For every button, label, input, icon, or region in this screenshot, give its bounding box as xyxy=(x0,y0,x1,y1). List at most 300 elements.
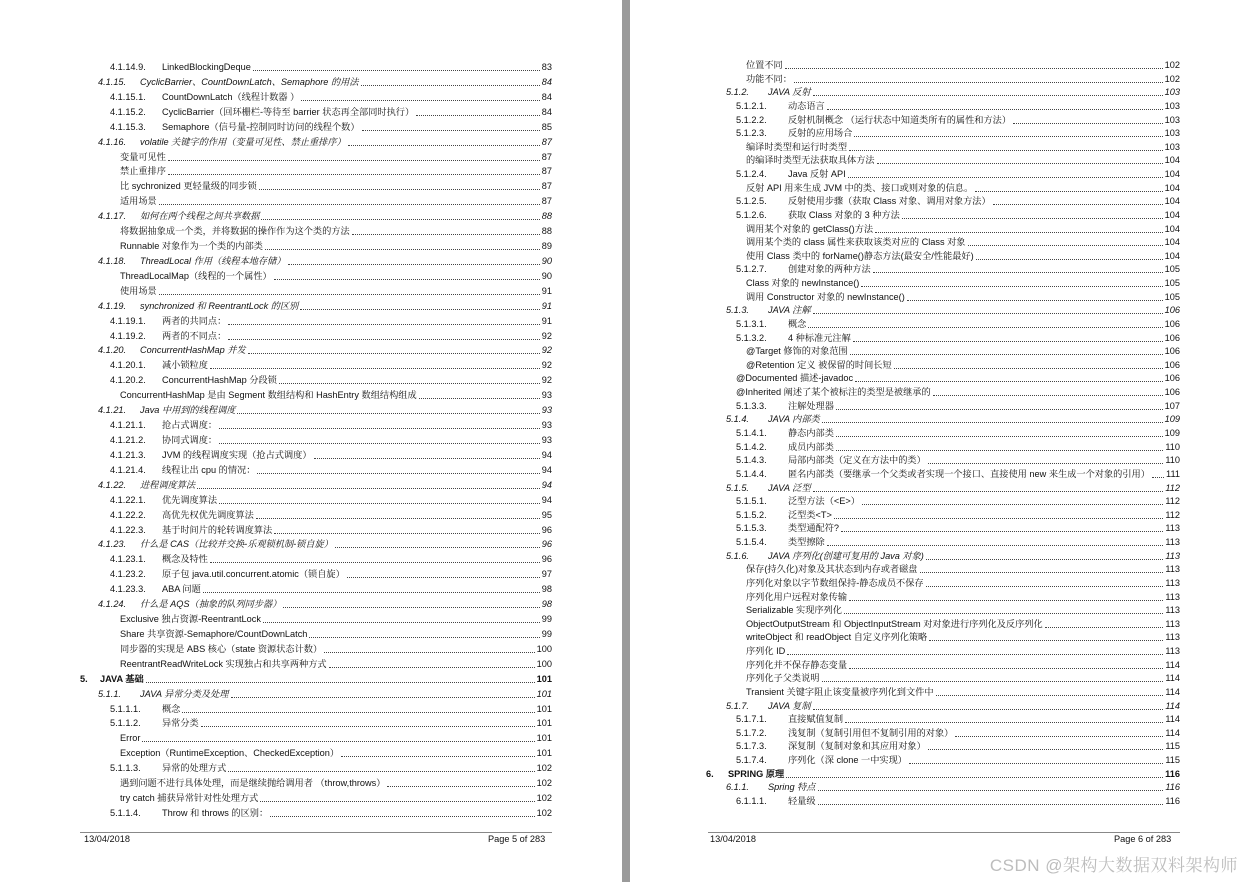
toc-entry[interactable] xyxy=(120,629,552,640)
toc-entry-title: 序列化用户远程对象传输 xyxy=(746,592,848,602)
toc-entry[interactable] xyxy=(726,87,1180,98)
toc-entry-page: 99 xyxy=(541,629,552,639)
toc-entry-title: 比 sychronized 更轻量级的同步锁 xyxy=(120,181,257,191)
toc-entry[interactable] xyxy=(110,584,552,595)
toc-entry[interactable] xyxy=(736,264,1180,275)
toc-entry[interactable] xyxy=(706,769,1180,780)
toc-entry-page: 104 xyxy=(1164,210,1180,220)
toc-entry-page: 84 xyxy=(541,107,552,117)
toc-entry-page: 113 xyxy=(1165,578,1180,588)
toc-leader-dots xyxy=(849,150,1163,151)
toc-entry[interactable] xyxy=(736,101,1180,112)
toc-entry[interactable] xyxy=(110,62,552,73)
toc-leader-dots xyxy=(968,245,1163,246)
toc-leader-dots xyxy=(228,771,534,772)
toc-entry[interactable] xyxy=(110,107,552,118)
toc-entry[interactable] xyxy=(98,405,552,416)
toc-entry-page: 95 xyxy=(541,510,552,520)
toc-entry[interactable] xyxy=(120,390,552,401)
toc-entry-number: 4.1.23.1. xyxy=(110,554,146,564)
toc-leader-dots xyxy=(314,458,540,459)
toc-entry[interactable] xyxy=(746,224,1180,235)
footer-date: 13/04/2018 xyxy=(710,834,756,844)
toc-entry[interactable] xyxy=(736,537,1180,548)
toc-entry[interactable] xyxy=(736,510,1180,521)
toc-leader-dots xyxy=(219,443,540,444)
toc-entry-title: ThreadLocal 作用（线程本地存储） xyxy=(140,256,286,266)
toc-entry-number: 5.1.7.4. xyxy=(736,755,767,765)
toc-entry[interactable] xyxy=(120,793,552,804)
toc-entry[interactable] xyxy=(746,292,1180,303)
toc-entry[interactable] xyxy=(98,689,552,700)
toc-entry-number: 5.1.3.2. xyxy=(736,333,767,343)
toc-leader-dots xyxy=(419,398,540,399)
toc-entry[interactable] xyxy=(110,569,552,580)
toc-entry[interactable] xyxy=(736,210,1180,221)
toc-leader-dots xyxy=(416,115,540,116)
toc-entry-page: 100 xyxy=(536,659,552,669)
toc-leader-dots xyxy=(841,531,1163,532)
toc-entry-title: 使用 Class 类中的 forName()静态方法(最安全/性能最好) xyxy=(746,251,974,261)
toc-entry-page: 88 xyxy=(541,211,552,221)
toc-entry-number: 4.1.22.1. xyxy=(110,495,146,505)
toc-entry-title: 适用场景 xyxy=(120,196,157,206)
toc-entry-page: 115 xyxy=(1165,755,1180,765)
toc-entry[interactable] xyxy=(746,660,1180,671)
toc-entry[interactable] xyxy=(746,592,1180,603)
toc-entry[interactable] xyxy=(736,115,1180,126)
toc-entry[interactable] xyxy=(120,181,552,192)
toc-entry-title: Spring 特点 xyxy=(768,782,816,792)
toc-entry-number: 5.1.7.3. xyxy=(736,741,767,751)
toc-entry-title: 反射 API 用来生成 JVM 中的类、接口或则对象的信息。 xyxy=(746,183,974,193)
toc-entry-page: 109 xyxy=(1164,414,1180,424)
toc-entry-title: ConcurrentHashMap 并发 xyxy=(140,345,246,355)
toc-leader-dots xyxy=(274,533,540,534)
toc-entry-number: 5.1.4.3. xyxy=(736,455,767,465)
toc-entry-number: 4.1.21.4. xyxy=(110,465,146,475)
toc-entry-page: 114 xyxy=(1165,728,1180,738)
toc-leader-dots xyxy=(936,695,1164,696)
toc-entry-title: Transient 关键字阻止该变量被序列化到文件中 xyxy=(746,687,934,697)
toc-entry[interactable] xyxy=(110,808,552,819)
toc-leader-dots xyxy=(928,749,1164,750)
toc-entry-title: ABA 问题 xyxy=(162,584,201,594)
toc-entry-title: 静态内部类 xyxy=(788,428,834,438)
toc-entry[interactable] xyxy=(746,251,1180,262)
toc-entry-page: 103 xyxy=(1164,101,1180,111)
toc-leader-dots xyxy=(862,504,1163,505)
toc-leader-dots xyxy=(279,383,540,384)
toc-entry[interactable] xyxy=(736,442,1180,453)
toc-leader-dots xyxy=(993,204,1163,205)
toc-entry-page: 114 xyxy=(1165,673,1180,683)
toc-entry-page: 87 xyxy=(541,152,552,162)
toc-entry-page: 87 xyxy=(541,196,552,206)
toc-entry-number: 4.1.15.1. xyxy=(110,92,146,102)
toc-entry[interactable] xyxy=(746,605,1180,616)
toc-entry-number: 5.1.6. xyxy=(726,551,749,561)
toc-entry-title: 匿名内部类（要继承一个父类或者实现一个接口、直接使用 new 来生成一个对象的引用） xyxy=(788,469,1150,479)
toc-entry-title: JAVA 复制 xyxy=(768,701,811,711)
toc-entry[interactable] xyxy=(736,401,1180,412)
toc-leader-dots xyxy=(146,682,535,683)
toc-entry-number: 5.1.3. xyxy=(726,305,749,315)
toc-leader-dots xyxy=(201,726,535,727)
toc-entry[interactable] xyxy=(736,333,1180,344)
toc-entry[interactable] xyxy=(746,278,1180,289)
toc-entry[interactable] xyxy=(746,74,1180,85)
toc-entry-number: 5.1.4.1. xyxy=(736,428,767,438)
toc-entry-title: Runnable 对象作为一个类的内部类 xyxy=(120,241,263,251)
toc-leader-dots xyxy=(274,279,540,280)
toc-entry-title: 创建对象的两种方法 xyxy=(788,264,871,274)
footer-date: 13/04/2018 xyxy=(84,834,130,844)
toc-entry-page: 102 xyxy=(1164,60,1180,70)
toc-entry-page: 106 xyxy=(1164,360,1180,370)
toc-entry[interactable] xyxy=(120,226,552,237)
toc-leader-dots xyxy=(361,85,540,86)
toc-entry-number: 5.1.4.2. xyxy=(736,442,767,452)
toc-entry[interactable] xyxy=(98,137,552,148)
toc-leader-dots xyxy=(928,463,1164,464)
document-page-right xyxy=(630,0,1250,882)
toc-entry-title: 减小锁粒度 xyxy=(162,360,208,370)
toc-entry[interactable] xyxy=(736,128,1180,139)
toc-entry-page: 110 xyxy=(1165,442,1180,452)
toc-entry-title: 同步器的实现是 ABS 核心（state 资源状态计数） xyxy=(120,644,323,654)
toc-entry-page: 100 xyxy=(536,644,552,654)
toc-entry[interactable] xyxy=(120,778,552,789)
toc-entry[interactable] xyxy=(746,632,1180,643)
toc-leader-dots xyxy=(324,652,535,653)
toc-entry[interactable] xyxy=(120,241,552,252)
toc-entry[interactable] xyxy=(110,92,552,103)
toc-entry[interactable] xyxy=(746,687,1180,698)
toc-entry-number: 5.1.2. xyxy=(726,87,749,97)
toc-leader-dots xyxy=(265,249,540,250)
toc-leader-dots xyxy=(855,381,1163,382)
toc-entry-title: 概念 xyxy=(788,319,807,329)
footer-divider xyxy=(80,832,552,833)
toc-entry-page: 84 xyxy=(541,77,552,87)
toc-leader-dots xyxy=(329,667,535,668)
toc-entry-title: Java 反射 API xyxy=(788,169,846,179)
toc-entry-title: synchronized 和 ReentrantLock 的区别 xyxy=(140,301,299,311)
toc-leader-dots xyxy=(873,272,1163,273)
toc-entry[interactable] xyxy=(110,704,552,715)
toc-entry[interactable] xyxy=(110,510,552,521)
toc-leader-dots xyxy=(794,82,1163,83)
toc-leader-dots xyxy=(352,234,540,235)
toc-leader-dots xyxy=(813,313,1163,314)
toc-entry-page: 113 xyxy=(1165,632,1180,642)
toc-entry-number: 5.1.7.1. xyxy=(736,714,767,724)
toc-entry-title: JAVA 内部类 xyxy=(768,414,820,424)
toc-entry[interactable] xyxy=(110,435,552,446)
toc-entry[interactable] xyxy=(746,60,1180,71)
toc-entry[interactable] xyxy=(120,614,552,625)
toc-entry[interactable] xyxy=(736,169,1180,180)
toc-entry[interactable] xyxy=(98,539,552,550)
toc-entry-title: 如何在两个线程之间共享数据 xyxy=(140,211,260,221)
toc-entry[interactable] xyxy=(110,525,552,536)
toc-leader-dots xyxy=(288,264,540,265)
toc-entry-page: 103 xyxy=(1164,87,1180,97)
toc-entry-page: 94 xyxy=(541,480,552,490)
toc-entry[interactable] xyxy=(726,305,1180,316)
toc-entry-number: 5.1.2.5. xyxy=(736,196,767,206)
toc-entry-page: 90 xyxy=(541,271,552,281)
toc-entry[interactable] xyxy=(746,619,1180,630)
toc-entry[interactable] xyxy=(746,346,1180,357)
toc-entry-page: 101 xyxy=(536,674,552,684)
toc-entry-title: 4 种标准元注解 xyxy=(788,333,851,343)
toc-entry-page: 98 xyxy=(541,584,552,594)
toc-entry[interactable] xyxy=(110,360,552,371)
toc-entry-page: 104 xyxy=(1164,224,1180,234)
toc-entry[interactable] xyxy=(746,360,1180,371)
toc-entry[interactable] xyxy=(736,496,1180,507)
toc-entry[interactable] xyxy=(110,450,552,461)
toc-entry-title: 变量可见性 xyxy=(120,152,166,162)
toc-entry[interactable] xyxy=(98,256,552,267)
toc-entry-title: 抢占式调度： xyxy=(162,420,218,430)
toc-entry[interactable] xyxy=(726,483,1180,494)
toc-entry[interactable] xyxy=(736,428,1180,439)
toc-entry-title: Throw 和 throws 的区别： xyxy=(162,808,269,818)
toc-entry-page: 106 xyxy=(1164,346,1180,356)
toc-entry[interactable] xyxy=(120,152,552,163)
toc-entry-title: 序列化对象以字节数组保持-静态成员不保存 xyxy=(746,578,924,588)
toc-entry[interactable] xyxy=(120,733,552,744)
toc-entry-title: @Inherited 阐述了某个被标注的类型是被继承的 xyxy=(736,387,931,397)
toc-entry-title: 遇到问题不进行具体处理，而是继续抛给调用者 （throw,throws） xyxy=(120,778,386,788)
toc-entry-page: 106 xyxy=(1164,373,1180,383)
toc-entry-title: Share 共享资源-Semaphore/CountDownLatch xyxy=(120,629,308,639)
toc-entry-title: Class 对象的 newInstance() xyxy=(746,278,860,288)
toc-entry-page: 101 xyxy=(536,733,552,743)
toc-entry-title: 序列化并不保存静态变量 xyxy=(746,660,848,670)
toc-entry[interactable] xyxy=(746,155,1180,166)
toc-entry[interactable] xyxy=(736,796,1180,807)
toc-entry[interactable] xyxy=(746,578,1180,589)
toc-entry-title: 序列化子父类说明 xyxy=(746,673,820,683)
toc-leader-dots xyxy=(300,309,539,310)
toc-entry-page: 102 xyxy=(536,808,552,818)
toc-leader-dots xyxy=(283,607,539,608)
footer-page-number: Page 6 of 283 xyxy=(1114,834,1172,844)
toc-leader-dots xyxy=(834,518,1163,519)
toc-entry[interactable] xyxy=(726,701,1180,712)
toc-entry[interactable] xyxy=(110,495,552,506)
toc-entry[interactable] xyxy=(120,644,552,655)
toc-entry-number: 4.1.14.9. xyxy=(110,62,146,72)
toc-entry-title: CyclicBarrier、CountDownLatch、Semaphore 的用法 xyxy=(140,77,359,87)
toc-entry[interactable] xyxy=(736,455,1180,466)
toc-entry-title: ThreadLocalMap（线程的一个属性） xyxy=(120,271,272,281)
toc-entry[interactable] xyxy=(110,316,552,327)
toc-entry-number: 4.1.23.2. xyxy=(110,569,146,579)
toc-leader-dots xyxy=(849,600,1163,601)
toc-entry[interactable] xyxy=(746,564,1180,575)
toc-leader-dots xyxy=(976,259,1163,260)
toc-entry[interactable] xyxy=(98,77,552,88)
toc-entry[interactable] xyxy=(98,345,552,356)
toc-entry[interactable] xyxy=(120,271,552,282)
toc-entry-number: 4.1.15. xyxy=(98,77,127,87)
toc-entry[interactable] xyxy=(110,122,552,133)
toc-entry-page: 92 xyxy=(541,331,552,341)
toc-leader-dots xyxy=(786,777,1163,778)
toc-leader-dots xyxy=(301,100,539,101)
toc-entry-page: 104 xyxy=(1164,155,1180,165)
toc-entry-number: 4.1.18. xyxy=(98,256,127,266)
toc-entry-page: 114 xyxy=(1165,687,1180,697)
toc-entry[interactable] xyxy=(736,196,1180,207)
toc-entry[interactable] xyxy=(120,659,552,670)
toc-entry[interactable] xyxy=(736,523,1180,534)
toc-entry-page: 94 xyxy=(541,450,552,460)
toc-entry[interactable] xyxy=(98,599,552,610)
toc-leader-dots xyxy=(875,232,1163,233)
toc-leader-dots xyxy=(210,562,540,563)
toc-entry-title: JAVA 注解 xyxy=(768,305,811,315)
toc-entry-number: 5.1.5.3. xyxy=(736,523,767,533)
toc-entry[interactable] xyxy=(98,480,552,491)
toc-entry[interactable] xyxy=(746,183,1180,194)
toc-entry-number: 4.1.21.2. xyxy=(110,435,146,445)
toc-leader-dots xyxy=(263,622,540,623)
toc-entry[interactable] xyxy=(736,741,1180,752)
toc-entry-page: 102 xyxy=(536,793,552,803)
toc-entry-title: Exception（RuntimeException、CheckedException） xyxy=(120,748,340,758)
toc-leader-dots xyxy=(854,136,1162,137)
toc-entry-page: 101 xyxy=(536,704,552,714)
toc-leader-dots xyxy=(975,191,1163,192)
toc-entry-title: 高优先权优先调度算法 xyxy=(162,510,254,520)
toc-leader-dots xyxy=(808,327,1162,328)
toc-entry[interactable] xyxy=(746,673,1180,684)
toc-leader-dots xyxy=(347,577,540,578)
toc-entry-title: 保存(持久化)对象及其状态到内存或者磁盘 xyxy=(746,564,918,574)
toc-entry-page: 102 xyxy=(536,778,552,788)
toc-leader-dots xyxy=(159,294,540,295)
toc-entry[interactable] xyxy=(120,286,552,297)
toc-entry-title: 使用场景 xyxy=(120,286,157,296)
toc-leader-dots xyxy=(877,163,1163,164)
toc-entry-page: 101 xyxy=(536,748,552,758)
toc-entry-number: 6.1.1. xyxy=(726,782,749,792)
toc-entry-page: 92 xyxy=(541,360,552,370)
toc-entry[interactable] xyxy=(110,718,552,729)
toc-entry[interactable] xyxy=(120,748,552,759)
toc-entry[interactable] xyxy=(110,554,552,565)
toc-leader-dots xyxy=(827,109,1163,110)
toc-entry-title: 将数据抽象成一个类，并将数据的操作作为这个类的方法 xyxy=(120,226,350,236)
toc-entry-title: Semaphore（信号量-控制同时访问的线程个数） xyxy=(162,122,360,132)
toc-entry-title: JVM 的线程调度实现（抢占式调度） xyxy=(162,450,312,460)
toc-entry-number: 4.1.21.1. xyxy=(110,420,146,430)
toc-entry-number: 6. xyxy=(706,769,714,779)
toc-entry-page: 105 xyxy=(1164,278,1180,288)
toc-entry[interactable] xyxy=(110,420,552,431)
toc-entry-page: 113 xyxy=(1165,551,1180,561)
toc-entry[interactable] xyxy=(736,373,1180,384)
toc-entry-title: 序列化 ID xyxy=(746,646,786,656)
toc-entry[interactable] xyxy=(120,166,552,177)
toc-entry-title: 两者的共同点： xyxy=(162,316,227,326)
toc-entry[interactable] xyxy=(736,728,1180,739)
toc-entry-number: 4.1.16. xyxy=(98,137,127,147)
toc-entry-page: 93 xyxy=(541,405,552,415)
toc-entry-title: 轻量级 xyxy=(788,796,816,806)
toc-entry-title: 线程让出 cpu 的情况： xyxy=(162,465,256,475)
toc-entry-page: 97 xyxy=(541,569,552,579)
toc-entry-title: JAVA 泛型 xyxy=(768,483,811,493)
toc-leader-dots xyxy=(813,95,1163,96)
toc-leader-dots xyxy=(261,219,539,220)
toc-entry[interactable] xyxy=(736,469,1180,480)
toc-entry[interactable] xyxy=(98,301,552,312)
toc-entry[interactable] xyxy=(120,196,552,207)
toc-entry-page: 114 xyxy=(1165,660,1180,670)
toc-leader-dots xyxy=(933,395,1163,396)
toc-entry[interactable] xyxy=(736,755,1180,766)
toc-entry-page: 96 xyxy=(541,525,552,535)
toc-entry[interactable] xyxy=(110,465,552,476)
toc-entry[interactable] xyxy=(110,331,552,342)
toc-entry[interactable] xyxy=(110,763,552,774)
toc-entry-page: 113 xyxy=(1165,646,1180,656)
toc-entry-number: 5.1.2.4. xyxy=(736,169,767,179)
toc-entry[interactable] xyxy=(746,237,1180,248)
toc-entry-page: 104 xyxy=(1164,251,1180,261)
toc-leader-dots xyxy=(142,741,534,742)
toc-entry-title: 概念及特性 xyxy=(162,554,208,564)
toc-entry[interactable] xyxy=(746,646,1180,657)
toc-entry-title: Exclusive 独占资源-ReentrantLock xyxy=(120,614,261,624)
toc-entry[interactable] xyxy=(736,714,1180,725)
toc-leader-dots xyxy=(228,339,539,340)
toc-leader-dots xyxy=(836,436,1163,437)
toc-entry-page: 113 xyxy=(1165,592,1180,602)
toc-leader-dots xyxy=(813,709,1164,710)
toc-leader-dots xyxy=(197,488,540,489)
toc-leader-dots xyxy=(845,722,1163,723)
toc-entry[interactable] xyxy=(736,319,1180,330)
toc-entry[interactable] xyxy=(746,142,1180,153)
toc-leader-dots xyxy=(228,324,539,325)
toc-entry[interactable] xyxy=(110,375,552,386)
toc-entry-number: 4.1.19. xyxy=(98,301,127,311)
toc-entry-page: 89 xyxy=(541,241,552,251)
toc-entry-number: 5.1.3.1. xyxy=(736,319,767,329)
toc-entry[interactable] xyxy=(98,211,552,222)
toc-entry-title: 基于时间片的轮转调度算法 xyxy=(162,525,273,535)
toc-entry-number: 5.1.2.2. xyxy=(736,115,767,125)
toc-entry-title: 反射机制概念 （运行状态中知道类所有的属性和方法） xyxy=(788,115,1012,125)
toc-entry[interactable] xyxy=(726,551,1180,562)
toc-entry[interactable] xyxy=(726,782,1180,793)
toc-leader-dots xyxy=(849,668,1163,669)
toc-leader-dots xyxy=(850,354,1163,355)
toc-entry[interactable] xyxy=(726,414,1180,425)
toc-entry[interactable] xyxy=(736,387,1180,398)
toc-entry[interactable] xyxy=(80,674,552,685)
toc-entry-page: 94 xyxy=(541,465,552,475)
toc-entry-title: 类型通配符? xyxy=(788,523,840,533)
